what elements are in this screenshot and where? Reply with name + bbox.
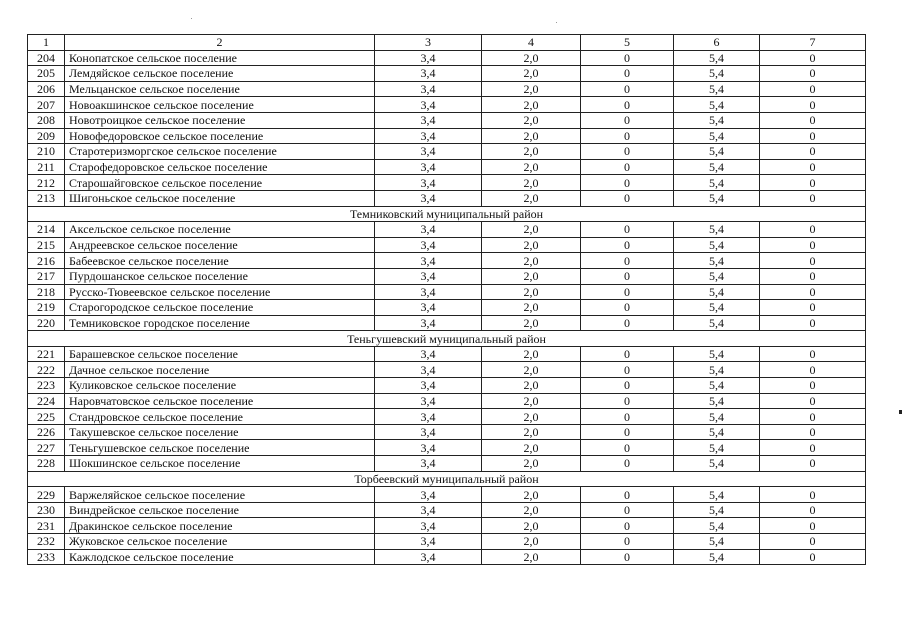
row-number: 217 (28, 268, 65, 284)
value-col-6: 5,4 (674, 284, 760, 300)
table-row (28, 456, 866, 472)
value-col-4: 2,0 (482, 284, 581, 300)
value-col-3: 3,4 (375, 190, 482, 206)
value-col-5: 0 (581, 237, 674, 253)
settlement-name: Шигоньское сельское поселение (65, 190, 375, 206)
settlement-name: Старогородское сельское поселение (65, 300, 375, 316)
table-row (28, 393, 866, 409)
value-col-7: 0 (760, 112, 866, 128)
row-number: 221 (28, 346, 65, 362)
row-number: 212 (28, 175, 65, 191)
value-col-5: 0 (581, 362, 674, 378)
value-col-3: 3,4 (375, 534, 482, 550)
value-col-4: 2,0 (482, 190, 581, 206)
table-row (28, 268, 866, 284)
settlement-name: Варжеляйское сельское поселение (65, 487, 375, 503)
settlement-name: Кажлодское сельское поселение (65, 549, 375, 565)
value-col-7: 0 (760, 346, 866, 362)
value-col-6: 5,4 (674, 549, 760, 565)
value-col-3: 3,4 (375, 315, 482, 331)
value-col-4: 2,0 (482, 518, 581, 534)
value-col-5: 0 (581, 487, 674, 503)
row-number: 209 (28, 128, 65, 144)
table-row (28, 346, 866, 362)
settlement-name: Куликовское сельское поселение (65, 378, 375, 394)
value-col-3: 3,4 (375, 284, 482, 300)
value-col-5: 0 (581, 300, 674, 316)
value-col-4: 2,0 (482, 253, 581, 269)
value-col-5: 0 (581, 346, 674, 362)
value-col-6: 5,4 (674, 268, 760, 284)
row-number: 218 (28, 284, 65, 300)
table-row (28, 253, 866, 269)
value-col-7: 0 (760, 268, 866, 284)
value-col-4: 2,0 (482, 128, 581, 144)
column-header: 4 (482, 35, 581, 51)
value-col-3: 3,4 (375, 456, 482, 472)
value-col-7: 0 (760, 502, 866, 518)
row-number: 222 (28, 362, 65, 378)
value-col-3: 3,4 (375, 378, 482, 394)
value-col-4: 2,0 (482, 66, 581, 82)
value-col-7: 0 (760, 393, 866, 409)
value-col-5: 0 (581, 66, 674, 82)
value-col-6: 5,4 (674, 362, 760, 378)
value-col-5: 0 (581, 284, 674, 300)
table-row (28, 424, 866, 440)
value-col-5: 0 (581, 253, 674, 269)
value-col-3: 3,4 (375, 253, 482, 269)
row-number: 232 (28, 534, 65, 550)
value-col-6: 5,4 (674, 534, 760, 550)
value-col-3: 3,4 (375, 175, 482, 191)
value-col-5: 0 (581, 97, 674, 113)
table-row (28, 144, 866, 160)
settlement-name: Теньгушевское сельское поселение (65, 440, 375, 456)
value-col-4: 2,0 (482, 175, 581, 191)
value-col-4: 2,0 (482, 237, 581, 253)
table-row (28, 284, 866, 300)
column-header: 7 (760, 35, 866, 51)
column-header: 6 (674, 35, 760, 51)
value-col-6: 5,4 (674, 81, 760, 97)
settlement-name: Виндрейское сельское поселение (65, 502, 375, 518)
value-col-6: 5,4 (674, 128, 760, 144)
row-number: 210 (28, 144, 65, 160)
value-col-4: 2,0 (482, 81, 581, 97)
table-row (28, 549, 866, 565)
value-col-3: 3,4 (375, 268, 482, 284)
district-title: Торбеевский муниципальный район (28, 471, 866, 487)
value-col-7: 0 (760, 222, 866, 238)
value-col-4: 2,0 (482, 440, 581, 456)
value-col-7: 0 (760, 315, 866, 331)
value-col-6: 5,4 (674, 440, 760, 456)
settlement-name: Бабеевское сельское поселение (65, 253, 375, 269)
value-col-6: 5,4 (674, 159, 760, 175)
settlement-name: Старотеризморгское сельское поселение (65, 144, 375, 160)
value-col-7: 0 (760, 81, 866, 97)
row-number: 213 (28, 190, 65, 206)
row-number: 219 (28, 300, 65, 316)
value-col-7: 0 (760, 175, 866, 191)
table-row (28, 440, 866, 456)
value-col-6: 5,4 (674, 487, 760, 503)
value-col-5: 0 (581, 144, 674, 160)
value-col-6: 5,4 (674, 456, 760, 472)
value-col-4: 2,0 (482, 549, 581, 565)
value-col-4: 2,0 (482, 112, 581, 128)
value-col-4: 2,0 (482, 315, 581, 331)
settlement-name: Пурдошанское сельское поселение (65, 268, 375, 284)
value-col-4: 2,0 (482, 362, 581, 378)
value-col-3: 3,4 (375, 362, 482, 378)
value-col-4: 2,0 (482, 222, 581, 238)
value-col-4: 2,0 (482, 534, 581, 550)
section-header-row (28, 331, 866, 347)
value-col-4: 2,0 (482, 346, 581, 362)
value-col-5: 0 (581, 81, 674, 97)
value-col-3: 3,4 (375, 409, 482, 425)
value-col-7: 0 (760, 237, 866, 253)
value-col-5: 0 (581, 190, 674, 206)
value-col-6: 5,4 (674, 190, 760, 206)
value-col-6: 5,4 (674, 502, 760, 518)
section-header-row (28, 206, 866, 222)
row-number: 231 (28, 518, 65, 534)
value-col-7: 0 (760, 409, 866, 425)
value-col-7: 0 (760, 362, 866, 378)
value-col-6: 5,4 (674, 315, 760, 331)
value-col-5: 0 (581, 534, 674, 550)
column-header: 5 (581, 35, 674, 51)
value-col-6: 5,4 (674, 300, 760, 316)
settlement-name: Новоакшинское сельское поселение (65, 97, 375, 113)
settlement-name: Конопатское сельское поселение (65, 50, 375, 66)
value-col-5: 0 (581, 518, 674, 534)
row-number: 205 (28, 66, 65, 82)
value-col-7: 0 (760, 534, 866, 550)
value-col-3: 3,4 (375, 487, 482, 503)
value-col-5: 0 (581, 440, 674, 456)
value-col-5: 0 (581, 378, 674, 394)
value-col-3: 3,4 (375, 112, 482, 128)
value-col-6: 5,4 (674, 518, 760, 534)
column-header: 1 (28, 35, 65, 51)
row-number: 206 (28, 81, 65, 97)
row-number: 230 (28, 502, 65, 518)
value-col-3: 3,4 (375, 440, 482, 456)
value-col-3: 3,4 (375, 346, 482, 362)
settlement-name: Барашевское сельское поселение (65, 346, 375, 362)
table-row (28, 237, 866, 253)
row-number: 223 (28, 378, 65, 394)
value-col-3: 3,4 (375, 66, 482, 82)
table-row (28, 97, 866, 113)
column-header: 3 (375, 35, 482, 51)
value-col-6: 5,4 (674, 237, 760, 253)
value-col-4: 2,0 (482, 159, 581, 175)
value-col-3: 3,4 (375, 222, 482, 238)
table-row (28, 378, 866, 394)
value-col-4: 2,0 (482, 456, 581, 472)
table-row (28, 190, 866, 206)
value-col-3: 3,4 (375, 159, 482, 175)
value-col-5: 0 (581, 159, 674, 175)
row-number: 220 (28, 315, 65, 331)
table-row (28, 159, 866, 175)
value-col-4: 2,0 (482, 409, 581, 425)
value-col-3: 3,4 (375, 128, 482, 144)
value-col-6: 5,4 (674, 253, 760, 269)
row-number: 233 (28, 549, 65, 565)
value-col-6: 5,4 (674, 66, 760, 82)
value-col-4: 2,0 (482, 393, 581, 409)
value-col-7: 0 (760, 253, 866, 269)
scan-dot (556, 22, 557, 23)
value-col-7: 0 (760, 284, 866, 300)
settlement-name: Андреевское сельское поселение (65, 237, 375, 253)
value-col-7: 0 (760, 378, 866, 394)
table-row (28, 534, 866, 550)
value-col-4: 2,0 (482, 50, 581, 66)
table-row (28, 222, 866, 238)
settlement-name: Новотроицкое сельское поселение (65, 112, 375, 128)
value-col-7: 0 (760, 456, 866, 472)
table-row (28, 175, 866, 191)
table-row (28, 409, 866, 425)
settlement-name: Дачное сельское поселение (65, 362, 375, 378)
value-col-5: 0 (581, 409, 674, 425)
settlement-name: Жуковское сельское поселение (65, 534, 375, 550)
table-row (28, 66, 866, 82)
value-col-5: 0 (581, 222, 674, 238)
value-col-4: 2,0 (482, 144, 581, 160)
column-header: 2 (65, 35, 375, 51)
settlement-name: Мельцанское сельское поселение (65, 81, 375, 97)
value-col-6: 5,4 (674, 97, 760, 113)
scan-dot (191, 18, 192, 19)
table-row (28, 81, 866, 97)
value-col-3: 3,4 (375, 502, 482, 518)
settlement-name: Старофедоровское сельское поселение (65, 159, 375, 175)
value-col-6: 5,4 (674, 378, 760, 394)
table-row (28, 128, 866, 144)
district-title: Темниковский муниципальный район (28, 206, 866, 222)
value-col-7: 0 (760, 549, 866, 565)
value-col-7: 0 (760, 66, 866, 82)
district-title: Теньгушевский муниципальный район (28, 331, 866, 347)
settlement-name: Наровчатовское сельское поселение (65, 393, 375, 409)
table-row (28, 50, 866, 66)
value-col-6: 5,4 (674, 409, 760, 425)
value-col-7: 0 (760, 144, 866, 160)
value-col-6: 5,4 (674, 50, 760, 66)
settlement-name: Дракинское сельское поселение (65, 518, 375, 534)
value-col-6: 5,4 (674, 144, 760, 160)
row-number: 229 (28, 487, 65, 503)
value-col-3: 3,4 (375, 518, 482, 534)
table-row (28, 487, 866, 503)
value-col-7: 0 (760, 487, 866, 503)
row-number: 226 (28, 424, 65, 440)
settlement-name: Лемдяйское сельское поселение (65, 66, 375, 82)
value-col-5: 0 (581, 456, 674, 472)
table-row (28, 518, 866, 534)
value-col-5: 0 (581, 549, 674, 565)
value-col-4: 2,0 (482, 300, 581, 316)
value-col-6: 5,4 (674, 112, 760, 128)
settlement-name: Аксельское сельское поселение (65, 222, 375, 238)
value-col-5: 0 (581, 175, 674, 191)
data-table (27, 34, 866, 565)
section-header-row (28, 471, 866, 487)
row-number: 215 (28, 237, 65, 253)
value-col-7: 0 (760, 190, 866, 206)
value-col-4: 2,0 (482, 97, 581, 113)
value-col-5: 0 (581, 50, 674, 66)
value-col-3: 3,4 (375, 144, 482, 160)
value-col-5: 0 (581, 268, 674, 284)
value-col-4: 2,0 (482, 487, 581, 503)
value-col-7: 0 (760, 518, 866, 534)
value-col-5: 0 (581, 424, 674, 440)
table-header-row (28, 35, 866, 51)
row-number: 224 (28, 393, 65, 409)
settlement-name: Новофедоровское сельское поселение (65, 128, 375, 144)
value-col-5: 0 (581, 112, 674, 128)
row-number: 211 (28, 159, 65, 175)
value-col-4: 2,0 (482, 268, 581, 284)
value-col-3: 3,4 (375, 97, 482, 113)
row-number: 225 (28, 409, 65, 425)
value-col-3: 3,4 (375, 300, 482, 316)
value-col-5: 0 (581, 502, 674, 518)
row-number: 228 (28, 456, 65, 472)
settlement-name: Такушевское сельское поселение (65, 424, 375, 440)
value-col-6: 5,4 (674, 346, 760, 362)
value-col-4: 2,0 (482, 378, 581, 394)
scan-speck (899, 410, 902, 414)
row-number: 204 (28, 50, 65, 66)
value-col-6: 5,4 (674, 393, 760, 409)
settlement-name: Старошайговское сельское поселение (65, 175, 375, 191)
value-col-6: 5,4 (674, 424, 760, 440)
table-body (28, 50, 866, 565)
table-row (28, 502, 866, 518)
row-number: 208 (28, 112, 65, 128)
value-col-4: 2,0 (482, 424, 581, 440)
value-col-3: 3,4 (375, 50, 482, 66)
value-col-5: 0 (581, 393, 674, 409)
table-row (28, 315, 866, 331)
row-number: 216 (28, 253, 65, 269)
table-row (28, 300, 866, 316)
value-col-6: 5,4 (674, 175, 760, 191)
value-col-7: 0 (760, 300, 866, 316)
value-col-7: 0 (760, 440, 866, 456)
value-col-7: 0 (760, 128, 866, 144)
value-col-7: 0 (760, 159, 866, 175)
row-number: 227 (28, 440, 65, 456)
value-col-5: 0 (581, 315, 674, 331)
value-col-7: 0 (760, 97, 866, 113)
table-row (28, 112, 866, 128)
value-col-3: 3,4 (375, 393, 482, 409)
row-number: 207 (28, 97, 65, 113)
value-col-7: 0 (760, 50, 866, 66)
value-col-7: 0 (760, 424, 866, 440)
row-number: 214 (28, 222, 65, 238)
settlement-name: Русско-Тювеевское сельское поселение (65, 284, 375, 300)
settlement-name: Шокшинское сельское поселение (65, 456, 375, 472)
settlement-name: Темниковское городское поселение (65, 315, 375, 331)
settlement-name: Стандровское сельское поселение (65, 409, 375, 425)
value-col-4: 2,0 (482, 502, 581, 518)
table-row (28, 362, 866, 378)
value-col-3: 3,4 (375, 81, 482, 97)
value-col-3: 3,4 (375, 549, 482, 565)
value-col-6: 5,4 (674, 222, 760, 238)
value-col-3: 3,4 (375, 424, 482, 440)
value-col-5: 0 (581, 128, 674, 144)
value-col-3: 3,4 (375, 237, 482, 253)
